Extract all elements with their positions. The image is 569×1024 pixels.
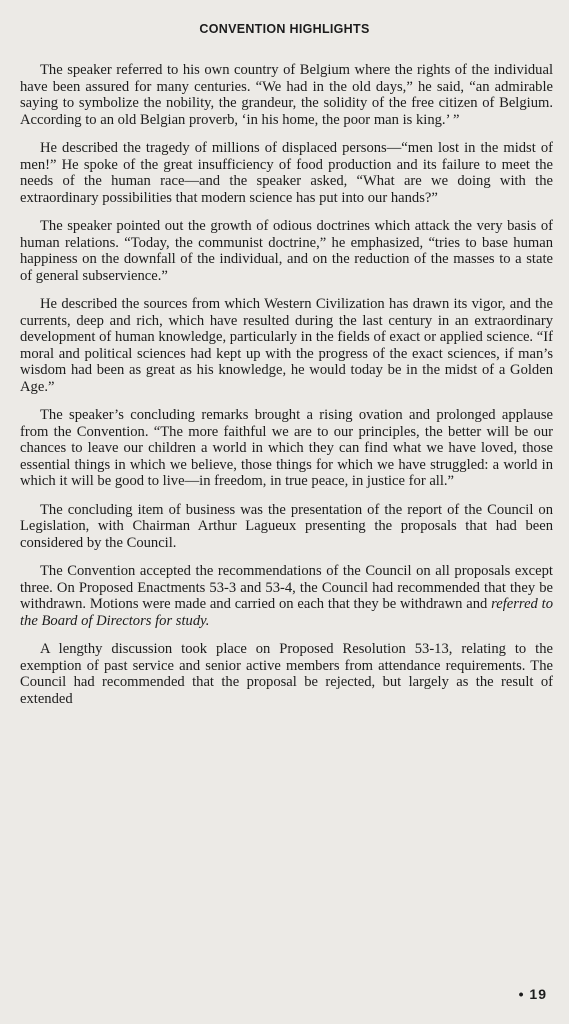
paragraph-concluding-remarks: The speaker’s concluding remarks brought a rising ovation and prolonged applause from the Convention. “The more faithful we are to our principles, the better will be our chances to leave our children a world in which they can find what we have loved, those essential things in which we believe, those things for which we have struggled: a world in which it will be good to live—in freedom, in true peace, in justice for all.”: [20, 407, 553, 489]
paragraph-motions-text: The Convention accepted the recommendations of the Council on all proposals except three. On Proposed Enactments 53-3 and 53-4, the Council had recommended that they be withdrawn. Motions were made and carried on each that they be withdrawn and: [20, 563, 553, 612]
paragraph-council-report: The concluding item of business was the presentation of the report of the Council on Legislation, with Chairman Arthur Lagueux presenting the proposals that had been considered by the Council.: [20, 501, 553, 551]
page-number: • 19: [518, 986, 547, 1002]
running-header: CONVENTION HIGHLIGHTS: [199, 22, 370, 36]
paragraph-motions: [20, 563, 553, 629]
paragraph-odious-doctrines: The speaker pointed out the growth of odious doctrines which attack the very basis of human relations. “Today, the communist doctrine,” he emphasized, “tries to base human happiness on the downfall of the individual, and on the reduction of the masses to a state of general subservience.”: [20, 218, 553, 284]
paragraph-western-civilization: He described the sources from which Western Civilization has drawn its vigor, and the currents, deep and rich, which have resulted during the last century in an extraordinary development of human knowledge, particularly in the fields of exact or applied science. “If moral and political sciences had kept up with the progress of the exact sciences, if man’s wisdom had been as great as his knowledge, he would today be in the midst of a Golden Age.”: [20, 296, 553, 395]
paragraph-displaced-persons: He described the tragedy of millions of displaced persons—“men lost in the midst of men!” He spoke of the great insufficiency of food production and its failure to meet the needs of the human race—and the speaker asked, “What are we doing with the extraordinary possibilities that modern science has put into our hands?”: [20, 140, 553, 206]
paragraph-motions-italic: referred to the Board of Directors for study.: [20, 596, 553, 629]
paragraph-belgium: The speaker referred to his own country of Belgium where the rights of the individual have been assured for many centuries. “We had in the old days,” he said, “an admirable saying to symbolize the nobility, the grandeur, the solidity of the free citizen of Belgium. According to an old Belgian proverb, ‘in his home, the poor man is king.’ ”: [20, 62, 553, 128]
paragraph-resolution: A lengthy discussion took place on Proposed Resolution 53-13, relating to the exemption of past service and senior active members from attendance requirements. The Council had recommended that the proposal be rejected, but largely as the result of extended: [20, 641, 553, 707]
article-body: [20, 62, 553, 719]
